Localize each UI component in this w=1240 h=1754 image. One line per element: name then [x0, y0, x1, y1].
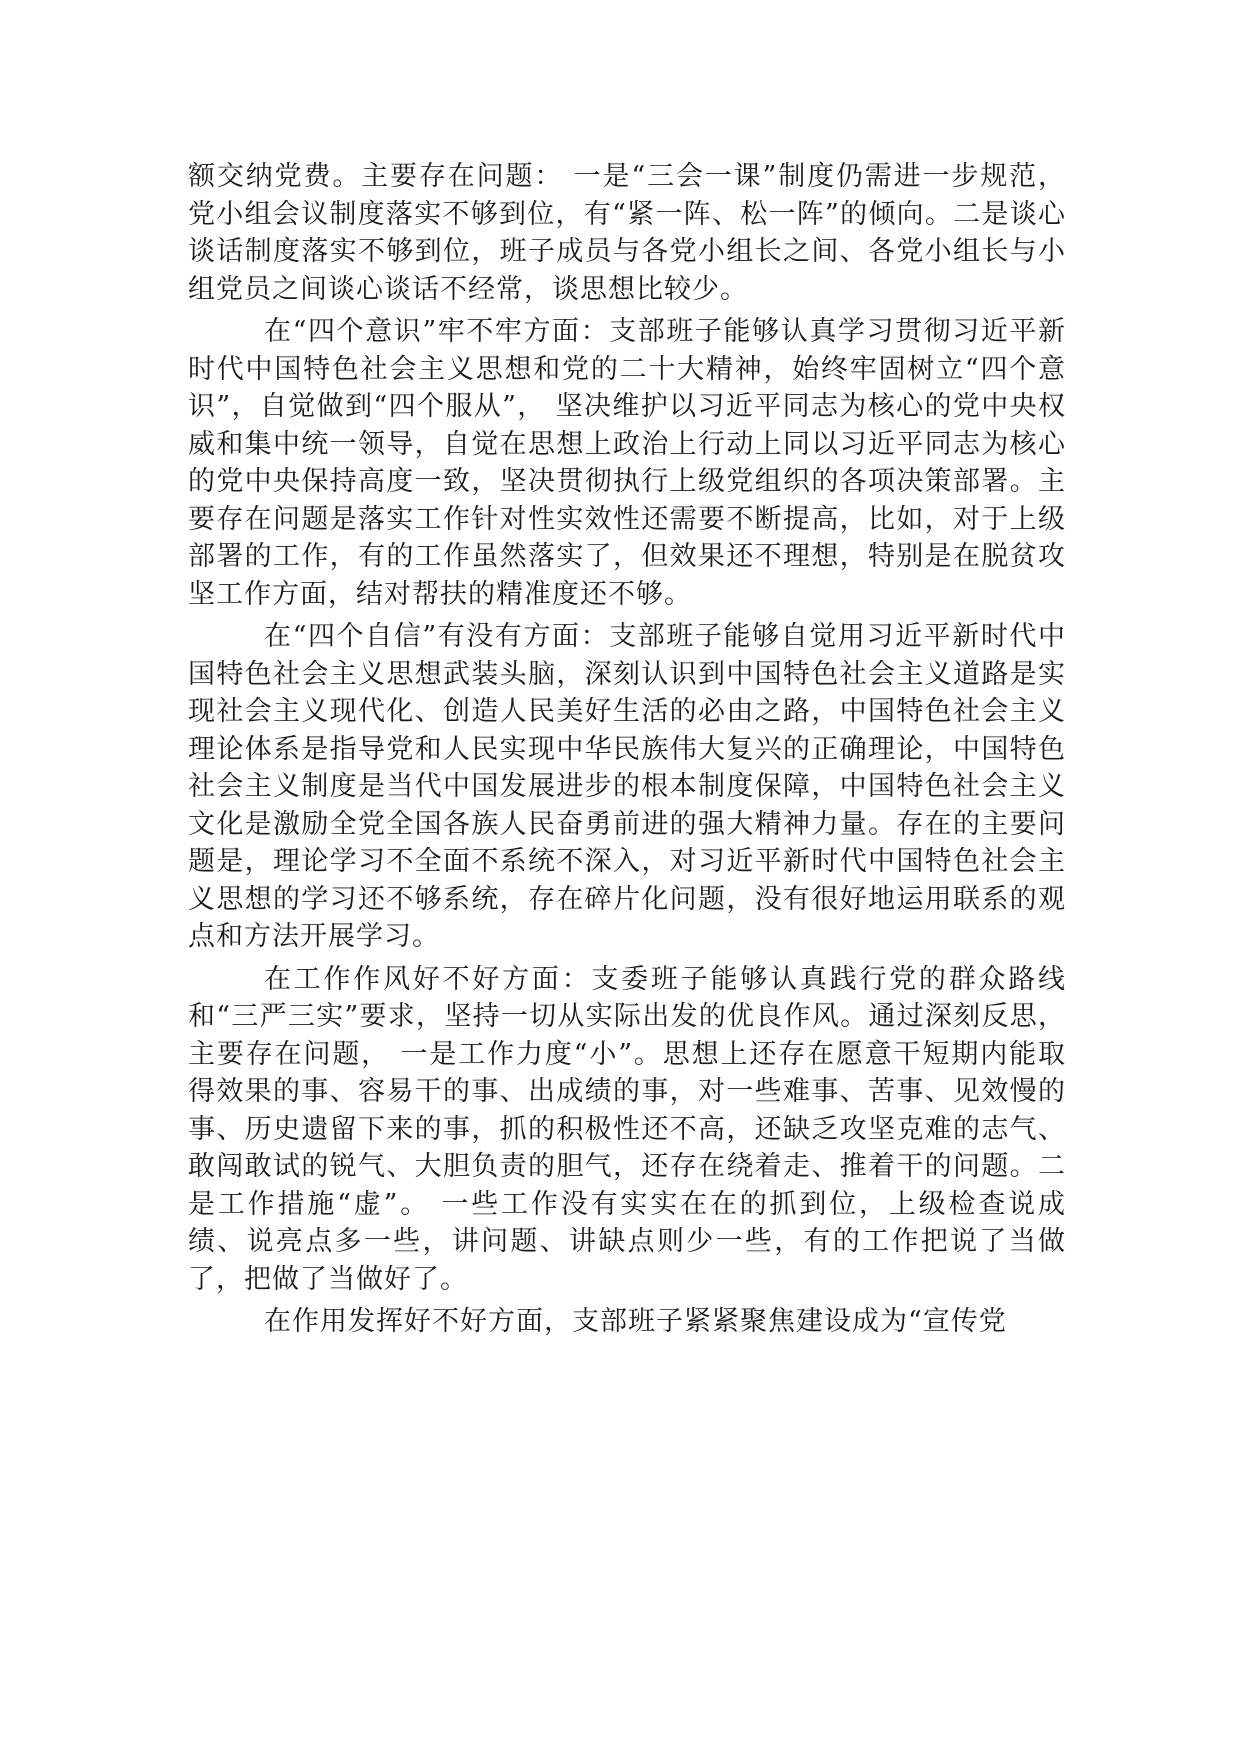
paragraph-four-confidences: 在“四个自信”有没有方面：支部班子能够自觉用习近平新时代中国特色社会主义思想武装头脑，深刻认识到中国特色社会主义道路是实现社会主义现代化、创造人民美好生活的必由之路，中国特色社会主义理论体系是指导党和人民实现中华民族伟大复兴的正确理论，中国特色社会主义制度是当代中国发展进步的根本制度保障，中国特色社会主义文化是激励全党全国各族人民奋勇前进的强大精神力量。存在的主要问题是，理论学习不全面不系统不深入，对习近平新时代中国特色社会主义思想的学习还不够系统，存在碎片化问题，没有很好地运用联系的观点和方法开展学习。: [188, 621, 1066, 952]
paragraph-work-style: 在工作作风好不好方面：支委班子能够认真践行党的群众路线和“三严三实”要求，坚持一切从实际出发的优良作风。通过深刻反思，主要存在问题， 一是工作力度“小”。思想上还存在愿意干短期内能取得效果的事、容易干的事、出成绩的事，对一些难事、苦事、见效慢的事、历史遗留下来的事，抓的积极性还不高，还缺乏攻坚克难的志气、敢闯敢试的锐气、大胆负责的胆气，还存在绕着走、推着干的问题。二是工作措施“虚”。 一些工作没有实实在在的抓到位，上级检查说成绩、说亮点多一些，讲问题、讲缺点则少一些，有的工作把说了当做了，把做了当做好了。: [188, 963, 1066, 1295]
paragraph-role-play: 在作用发挥好不好方面，支部班子紧紧聚焦建设成为“宣传党: [264, 1306, 1007, 1337]
paragraph-four-consciousness: 在“四个意识”牢不牢方面：支部班子能够认真学习贯彻习近平新时代中国特色社会主义思想和党的二十大精神，始终牢固树立“四个意识”，自觉做到“四个服从”， 坚决维护以习近平同志为核心的党中央权威和集中统一领导，自觉在思想上政治上行动上同以习近平同志为核心的党中央保持高度一致，坚决贯彻执行上级党组织的各项决策部署。主要存在问题是落实工作针对性实效性还需要不断提高，比如，对于上级部署的工作，有的工作虽然落实了，但效果还不理想，特别是在脱贫攻坚工作方面，结对帮扶的精准度还不够。: [188, 316, 1066, 610]
document-body: [188, 158, 1066, 1346]
paragraph-party-fee-issues: 额交纳党费。主要存在问题： 一是“三会一课”制度仍需进一步规范，党小组会议制度落实不够到位，有“紧一阵、松一阵”的倾向。二是谈心谈话制度落实不够到位，班子成员与各党小组长之间、各党小组长与小组党员之间谈心谈话不经常，谈思想比较少。: [188, 161, 1066, 305]
